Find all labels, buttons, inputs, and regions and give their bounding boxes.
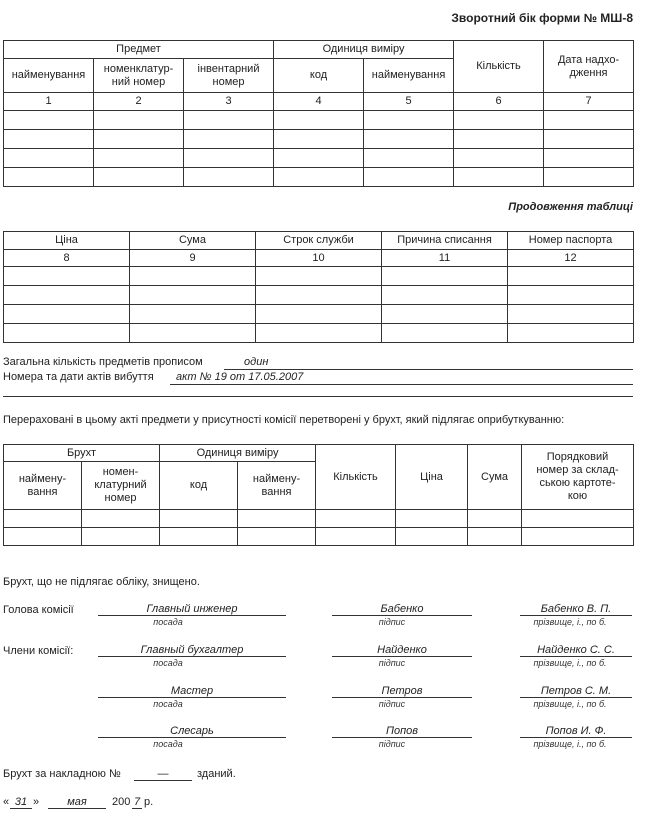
header-code: код: [274, 59, 364, 93]
signature-caption: підпис: [378, 739, 406, 749]
table-row: [4, 324, 634, 343]
position-value: Мастер: [170, 685, 214, 697]
position-line: [98, 645, 286, 657]
signature-line: [332, 726, 472, 738]
position-caption: посада: [153, 658, 183, 668]
col-num: 8: [4, 250, 130, 267]
name-caption: прізвище, і., по б.: [533, 739, 607, 749]
signature-line: [332, 604, 472, 616]
header-price: Ціна: [396, 445, 468, 510]
position-value: Слесарь: [170, 725, 214, 737]
col-num: 6: [454, 93, 544, 111]
blank-line: [3, 386, 633, 397]
column-numbers-row: [4, 93, 634, 111]
header-unit-name: наймену- вання: [238, 462, 316, 510]
header-writeoff-reason: Причина списання: [382, 232, 508, 250]
header-unit: Одиниця виміру: [274, 41, 454, 59]
acts-label: Номера та дати актів вибуття: [3, 371, 154, 383]
col-num: 5: [364, 93, 454, 111]
position-line: [98, 604, 286, 616]
table-row: [4, 130, 634, 149]
col-num: 2: [94, 93, 184, 111]
signature-caption: підпис: [378, 658, 406, 668]
position-caption: посада: [153, 739, 183, 749]
column-numbers-row: [4, 250, 634, 267]
header-passport-number: Номер паспорта: [508, 232, 634, 250]
header-inventory: інвентарний номер: [184, 59, 274, 93]
header-unit-name: найменування: [364, 59, 454, 93]
position-line: [98, 686, 286, 698]
total-items-value: один: [244, 356, 269, 368]
header-quantity: Кількість: [316, 445, 396, 510]
header-scrap-nomenclature: номен- клатурний номер: [82, 462, 160, 510]
name-value: Найденко С. С.: [537, 644, 615, 656]
signature-value: Петров: [381, 685, 423, 697]
total-items-label: Загальна кількість предметів прописом: [3, 356, 203, 368]
name-line: [520, 645, 632, 657]
scrap-statement: Перераховані в цьому акті предмети у присутності комісії перетворені у брухт, який підлягає оприбуткуванню:: [3, 414, 565, 426]
table-row: [4, 111, 634, 130]
header-unit: Одиниця виміру: [160, 445, 316, 462]
name-value: Петров С. М.: [540, 685, 612, 697]
date-year-suffix: р.: [144, 796, 154, 808]
destroyed-statement: Брухт, що не підлягає обліку, знищено.: [3, 576, 200, 588]
invoice-prefix: Брухт за накладною №: [3, 768, 121, 780]
table-row: [4, 168, 634, 187]
position-caption: посада: [153, 617, 183, 627]
signature-line: [332, 686, 472, 698]
table-row: [4, 149, 634, 168]
header-quantity: Кількість: [454, 41, 544, 93]
table-row: [4, 305, 634, 324]
acts-value: акт № 19 от 17.05.2007: [176, 371, 304, 383]
header-name: найменування: [4, 59, 94, 93]
header-price: Ціна: [4, 232, 130, 250]
header-subject: Предмет: [4, 41, 274, 59]
position-caption: посада: [153, 699, 183, 709]
header-scrap: Брухт: [4, 445, 160, 462]
col-num: 3: [184, 93, 274, 111]
col-num: 11: [382, 250, 508, 267]
signature-line: [332, 645, 472, 657]
invoice-number-value: —: [157, 768, 169, 780]
table-row: [4, 267, 634, 286]
name-value: Попов И. Ф.: [545, 725, 607, 737]
col-num: 1: [4, 93, 94, 111]
header-service-life: Строк служби: [256, 232, 382, 250]
table-row: [4, 286, 634, 305]
header-nomenclature: номенклатур- ний номер: [94, 59, 184, 93]
signature-value: Бабенко: [380, 603, 424, 615]
col-num: 9: [130, 250, 256, 267]
commission-members-label: Члени комісії:: [3, 645, 74, 657]
col-num: 7: [544, 93, 634, 111]
position-value: Главный бухгалтер: [140, 644, 244, 656]
total-items-line: [224, 357, 633, 370]
continuation-title: Продовження таблиці: [508, 201, 633, 213]
scrap-table: [3, 444, 634, 546]
commission-head-label: Голова комісії: [3, 604, 74, 616]
items-table: [3, 40, 634, 187]
col-num: 10: [256, 250, 382, 267]
position-line: [98, 726, 286, 738]
header-card-number: Порядковий номер за склад- ською картоте- кою: [522, 445, 634, 510]
date-day: 31: [14, 796, 28, 808]
date-open-quote: «: [3, 796, 10, 808]
name-caption: прізвище, і., по б.: [533, 658, 607, 668]
name-line: [520, 686, 632, 698]
date-month: мая: [67, 796, 87, 808]
date-close-quote: »: [33, 796, 40, 808]
signature-caption: підпис: [378, 617, 406, 627]
table-row: [4, 528, 634, 546]
date-year-digit: 7: [133, 796, 141, 808]
signature-caption: підпис: [378, 699, 406, 709]
continuation-table: [3, 231, 634, 343]
name-caption: прізвище, і., по б.: [533, 699, 607, 709]
signature-value: Найденко: [377, 644, 427, 656]
signature-value: Попов: [385, 725, 418, 737]
table-row: [4, 510, 634, 528]
name-line: [520, 604, 632, 616]
name-line: [520, 726, 632, 738]
header-code: код: [160, 462, 238, 510]
header-date-received: Дата надхо- дження: [544, 41, 634, 93]
header-sum: Сума: [130, 232, 256, 250]
col-num: 4: [274, 93, 364, 111]
date-year-prefix: 200: [112, 796, 131, 808]
invoice-suffix: зданий.: [197, 768, 236, 780]
position-value: Главный инженер: [146, 603, 238, 615]
name-caption: прізвище, і., по б.: [533, 617, 607, 627]
name-value: Бабенко В. П.: [540, 603, 612, 615]
form-title: Зворотний бік форми № МШ-8: [451, 11, 633, 25]
header-sum: Сума: [468, 445, 522, 510]
col-num: 12: [508, 250, 634, 267]
header-scrap-name: наймену- вання: [4, 462, 82, 510]
